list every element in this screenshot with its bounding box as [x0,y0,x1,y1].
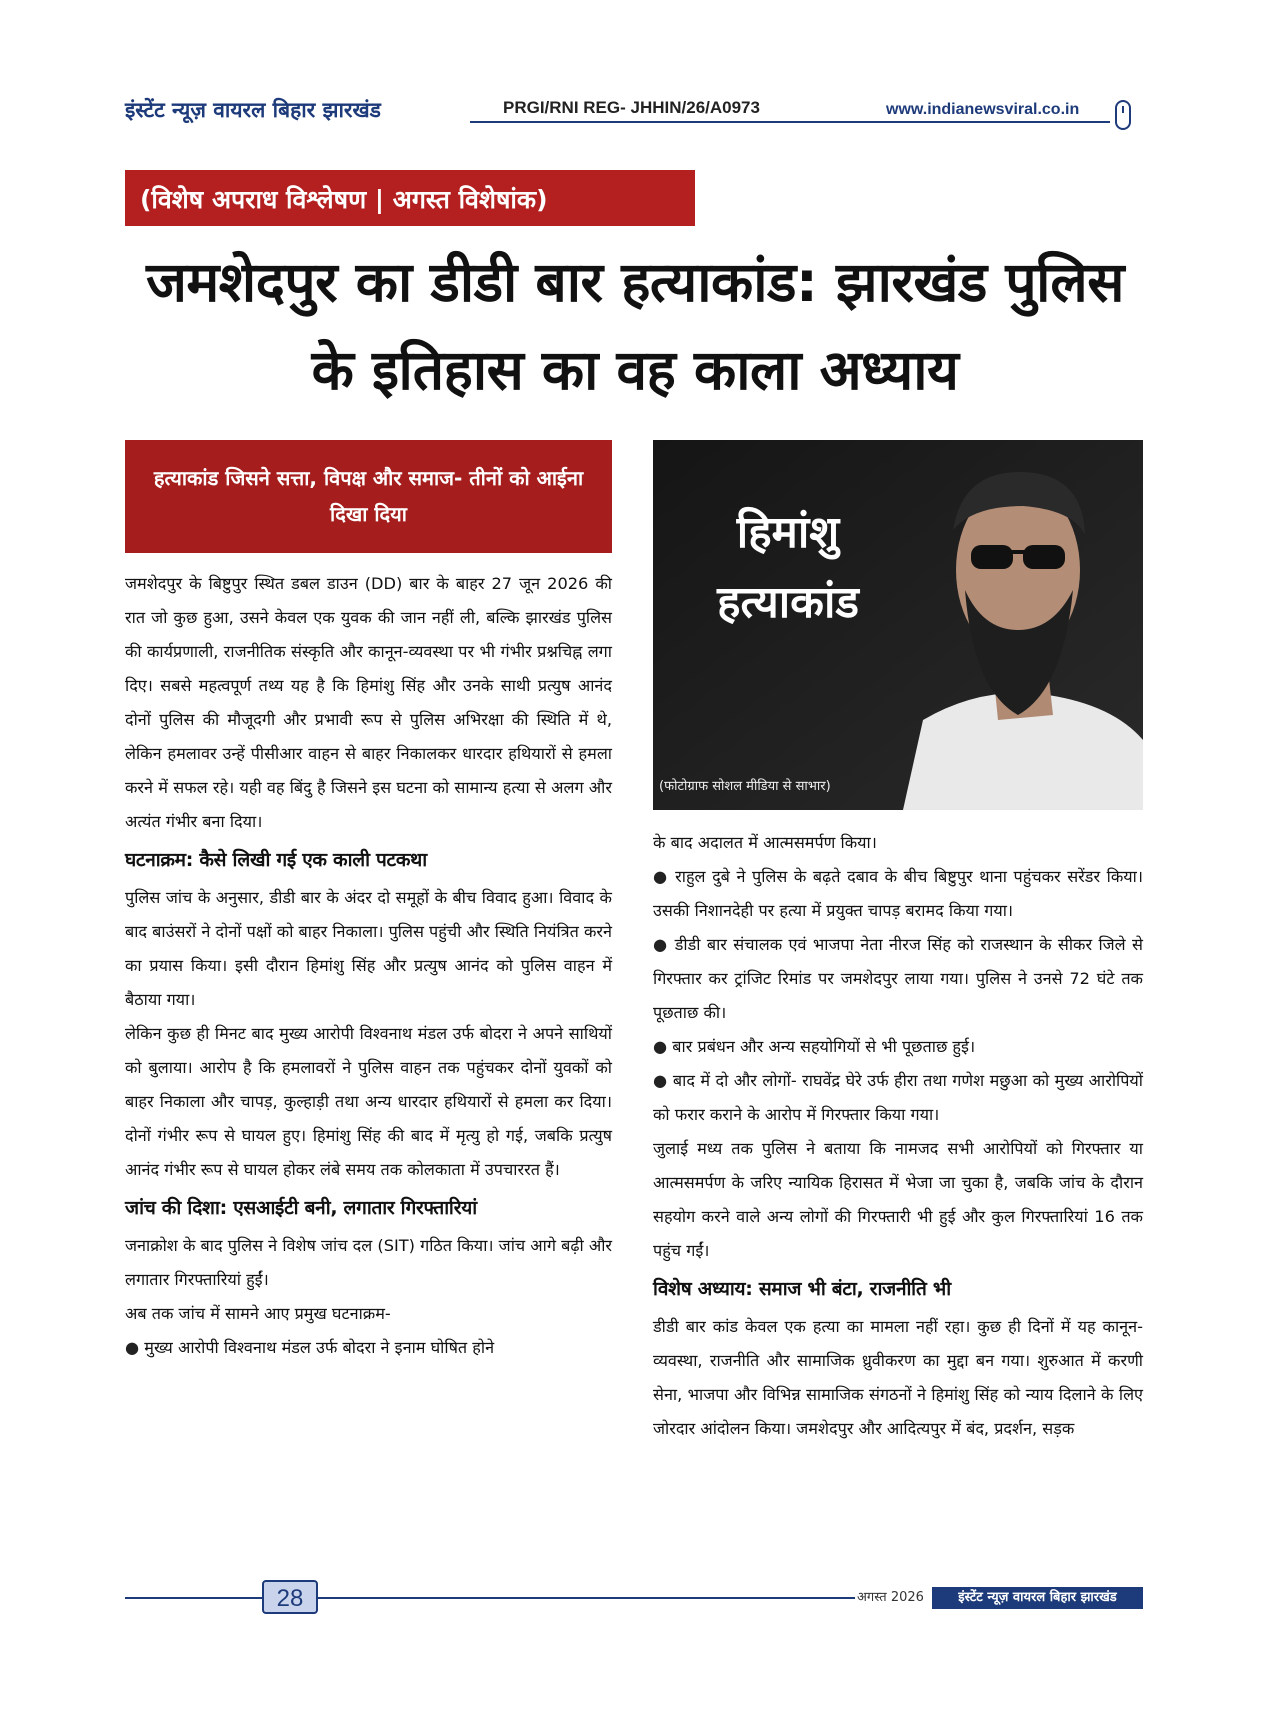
paragraph: के बाद अदालत में आत्मसमर्पण किया। [653,833,877,852]
footer-publication: इंस्टेंट न्यूज़ वायरल बिहार झारखंड [932,1587,1143,1609]
paragraph: अब तक जांच में सामने आए प्रमुख घटनाक्रम- [125,1304,391,1323]
bullet-text: बार प्रबंधन और अन्य सहयोगियों से भी पूछताछ हुई। [672,1037,976,1056]
bullet-item [653,860,1143,928]
website-link[interactable]: www.indianewsviral.co.in [880,101,1085,119]
bullet-icon: ● [653,1037,673,1056]
bullet-item [653,928,1143,1030]
section-heading: विशेष अध्याय: समाज भी बंटा, राजनीति भी [653,1278,951,1300]
subhead-text: हत्याकांड जिसने सत्ता, विपक्ष और समाज- तीनों को आईना दिखा दिया [153,466,584,526]
article-photo [653,440,1143,810]
bullet-text: डीडी बार संचालक एवं भाजपा नेता नीरज सिंह को राजस्थान के सीकर जिले से गिरफ्तार कर ट्रांजिट रिमांड पर जमशेदपुर लाया गया। पुलिस ने उनसे 72 घंटे तक पूछताछ की। [653,935,1143,1022]
registration-number: PRGI/RNI REG- JHHIN/26/A0973 [495,98,768,118]
paragraph: लेकिन कुछ ही मिनट बाद मुख्य आरोपी विश्वनाथ मंडल उर्फ बोदरा ने अपने साथियों को बुलाया। आरोप है कि हमलावरों ने पुलिस वाहन तक पहुंचकर दोनों युवकों को बाहर निकाला और चापड़, कुल्हाड़ी तथा अन्य धारदार हथियारों से हमला कर दिया। दोनों गंभीर रूप से घायल हुए। हिमांशु सिंह की बाद में मृत्यु हो गई, जबकि प्रत्युष आनंद गंभीर रूप से घायल होकर लंबे समय तक कोलकाता में उपचाररत हैं। [125,1024,612,1179]
article-right-column [653,826,1143,1446]
bullet-item [653,1064,1143,1132]
paragraph: जुलाई मध्य तक पुलिस ने बताया कि नामजद सभी आरोपियों को गिरफ्तार या आत्मसमर्पण के जरिए न्यायिक हिरासत में भेजा जा चुका है, जबकि जांच के दौरान सहयोग करने वाले अन्य लोगों की गिरफ्तारी भी हुई और कुल गिरफ्तारियां 16 तक पहुंच गईं। [653,1139,1143,1260]
footer-month: अगस्त 2026 [857,1590,924,1605]
publication-name: इंस्टेंट न्यूज़ वायरल बिहार झारखंड [125,98,381,122]
paragraph: पुलिस जांच के अनुसार, डीडी बार के अंदर दो समूहों के बीच विवाद हुआ। विवाद के बाद बाउंसरों ने दोनों पक्षों को बाहर निकाला। पुलिस पहुंची और स्थिति नियंत्रित करने का प्रयास किया। इसी दौरान हिमांशु सिंह और प्रत्युष आनंद को पुलिस वाहन में बैठाया गया। [125,888,612,1009]
photo-title-line1: हिमांशु [736,507,840,558]
section-heading: घटनाक्रम: कैसे लिखी गई एक काली पटकथा [125,849,427,871]
header-rule [470,121,1110,123]
bullet-item [125,1331,612,1365]
bullet-text: राहुल दुबे ने पुलिस के बढ़ते दबाव के बीच बिष्टुपुर थाना पहुंचकर सरेंडर किया। उसकी निशानदेही पर हत्या में प्रयुक्त चापड़ बरामद किया गया। [653,867,1143,920]
mouse-icon [1115,100,1131,130]
section-heading: जांच की दिशा: एसआईटी बनी, लगातार गिरफ्तारियां [125,1197,477,1219]
paragraph: डीडी बार कांड केवल एक हत्या का मामला नहीं रहा। कुछ ही दिनों में यह कानून- व्यवस्था, राजनीति और सामाजिक ध्रुवीकरण का मुद्दा बन गया। शुरुआत में करणी सेना, भाजपा और विभिन्न सामाजिक संगठनों ने हिमांशु सिंह को न्याय दिलाने के लिए जोरदार आंदोलन किया। जमशेदपुर और आदित्यपुर में बंद, प्रदर्शन, सड़क [653,1317,1143,1438]
kicker-text: (विशेष अपराध विश्लेषण | अगस्त विशेषांक) [140,185,548,214]
bullet-icon: ● [653,867,676,886]
bullet-item [653,1030,1143,1064]
paragraph: जमशेदपुर के बिष्टुपुर स्थित डबल डाउन (DD) बार के बाहर 27 जून 2026 की रात जो कुछ हुआ, उसने केवल एक युवक की जान नहीं ली, बल्कि झारखंड पुलिस की कार्यप्रणाली, राजनीतिक संस्कृति और कानून-व्यवस्था पर भी गंभीर प्रश्नचिह्न लगा दिए। सबसे महत्वपूर्ण तथ्य यह है कि हिमांशु सिंह और उनके साथी प्रत्युष आनंद दोनों पुलिस की मौजूदगी और प्रभावी रूप से पुलिस अभिरक्षा की स्थिति में थे, लेकिन हमलावर उन्हें पीसीआर वाहन से बाहर निकालकर धारदार हथियारों से हमला करने में सफल रहे। यही वह बिंदु है जिसने इस घटना को सामान्य हत्या से अलग और अत्यंत गंभीर बना दिया। [125,574,612,831]
photo-caption: (फोटोग्राफ सोशल मीडिया से साभार) [659,779,831,794]
bullet-text: बाद में दो और लोगों- राघवेंद्र घेरे उर्फ हीरा तथा गणेश मछुआ को मुख्य आरोपियों को फरार कराने के आरोप में गिरफ्तार किया गया। [653,1071,1143,1124]
bullet-icon: ● [653,1071,673,1090]
bullet-text: मुख्य आरोपी विश्वनाथ मंडल उर्फ बोदरा ने इनाम घोषित होने [144,1338,495,1357]
headline: जमशेदपुर का डीडी बार हत्याकांड: झारखंड पुलिस के इतिहास का वह काला अध्याय [146,250,1124,402]
bullet-icon: ● [653,935,675,954]
page-number: 28 [262,1580,318,1614]
photo-title-line2: हत्याकांड [717,577,859,628]
paragraph: जनाक्रोश के बाद पुलिस ने विशेष जांच दल (SIT) गठित किया। जांच आगे बढ़ी और लगातार गिरफ्तारियां हुईं। [125,1236,612,1289]
bullet-icon: ● [125,1338,145,1357]
article-left-column [125,567,612,1365]
